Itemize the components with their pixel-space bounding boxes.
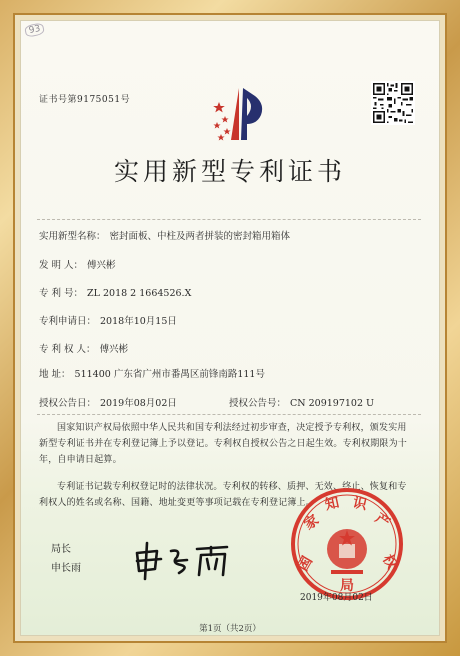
page-number: 第1页（共2页） [199,624,261,634]
field-inventor [39,257,116,271]
director-name: 申长雨 [51,563,81,574]
director-signature-icon [131,541,241,581]
qr-code-icon [371,81,415,125]
frame-border [13,13,447,643]
corner-note: 93 [24,22,46,38]
svg-text:识: 识 [351,494,369,514]
certificate-number: 证书号第9175051号 [39,95,131,105]
svg-text:产: 产 [371,510,393,532]
grant-date-label: 授权公告日： [39,398,97,409]
grant-number-label: 授权公告号： [229,398,287,409]
field-value: 傅兴彬 [87,260,116,271]
divider [37,219,421,220]
svg-text:国: 国 [295,553,316,575]
field-label: 实用新型名称： [39,231,106,242]
field-label: 发 明 人： [39,260,84,271]
grant-number-value: CN 209197102 U [290,398,375,409]
legal-status-note: 专利证书记载专利权登记时的法律状况。专利权的转移、质押、无效、终止、恢复和专利权人的姓名或名称、国籍、地址变更等事项记载在专利登记簿上。 [39,482,407,508]
field-value: ZL 2018 2 1664526.X [87,288,192,299]
field-label: 专利申请日： [39,316,97,327]
field-patent-number [39,285,191,299]
divider [37,414,421,415]
certificate-paper [20,20,440,636]
svg-text:知: 知 [323,494,341,514]
field-value: 傅兴彬 [99,344,129,355]
field-value: 511400 广东省广州市番禺区前锋南路111号 [74,369,265,380]
field-label: 地 址： [39,369,71,380]
svg-text:家: 家 [301,512,323,534]
director-title: 局长 [51,544,71,555]
field-patentee [39,341,128,355]
field-value: 密封面板、中柱及两者拼装的密封箱用箱体 [109,231,291,242]
field-application-date [39,313,177,327]
field-label: 专 利 权 人： [39,344,96,355]
grant-date [39,395,177,409]
svg-text:局: 局 [340,578,354,594]
certificate-title: 实用新型专利证书 [113,157,346,186]
official-seal-icon [289,486,405,602]
field-address [39,366,265,380]
field-value: 2018年10月15日 [100,316,177,327]
patent-office-logo-icon [209,84,267,144]
grant-date-value: 2019年08月02日 [100,398,177,409]
field-label: 专 利 号： [39,288,84,299]
grant-number [229,395,374,409]
svg-text:权: 权 [379,551,400,573]
field-name [39,228,290,242]
seal-date: 2019年08月02日 [300,593,373,603]
grant-statement: 国家知识产权局依照中华人民共和国专利法经过初步审查，决定授予专利权，颁发实用新型专利证书并在专利登记簿上予以登记。专利权自授权公告之日起生效。专利权期限为十年，自申请日起算。 [39,423,408,465]
